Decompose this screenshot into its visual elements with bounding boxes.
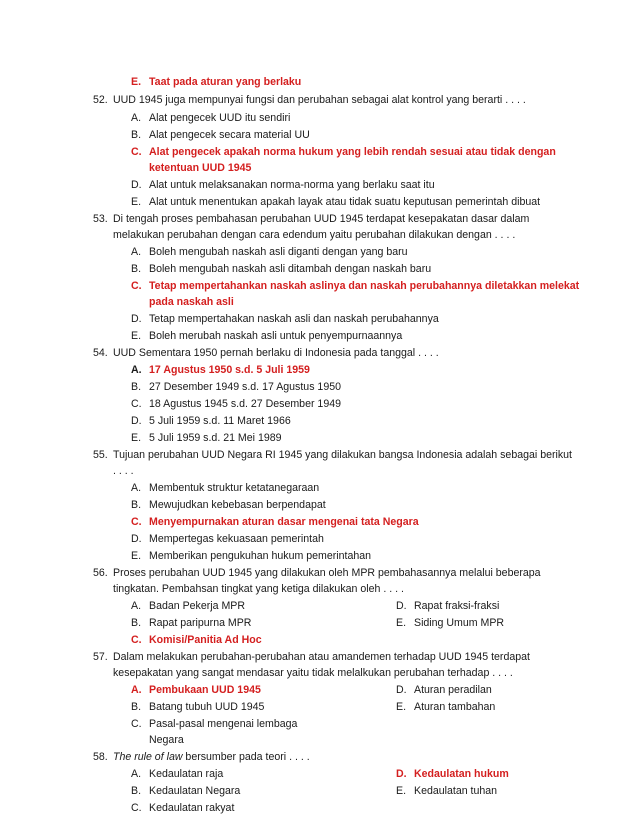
question-number: 57.: [93, 651, 108, 663]
question-text-cont: kesepakatan yang sangat mendasar yaitu tidak melalkukan perubahan terhadap . . . .: [113, 667, 513, 679]
question-number: 54.: [93, 347, 108, 359]
answer-option-text: Menyempurnakan aturan dasar mengenai tata Negara: [149, 516, 419, 528]
question-text: Dalam melakukan perubahan-perubahan atau amandemen terhadap UUD 1945 terdapat: [113, 651, 530, 663]
option-text: 18 Agustus 1945 s.d. 27 Desember 1949: [149, 398, 341, 410]
option-label: E.: [131, 76, 142, 88]
question-text-cont: melakukan perubahan dengan cara edendum yaitu perubahan dilakukan dengan . . . .: [113, 229, 516, 241]
option-text: Batang tubuh UUD 1945: [149, 701, 265, 713]
option-label: D.: [131, 313, 142, 325]
option-text: Alat pengecek secara material UU: [149, 129, 310, 141]
option-text: 5 Juli 1959 s.d. 11 Maret 1966: [149, 415, 291, 427]
option-label: C.: [131, 516, 142, 528]
option-text: Kedaulatan Negara: [149, 785, 241, 797]
option-text: Boleh merubah naskah asli untuk penyempurnaannya: [149, 330, 403, 342]
option-label: E.: [131, 550, 142, 562]
option-text: Boleh mengubah naskah asli ditambah dengan naskah baru: [149, 263, 432, 275]
option-label: C.: [131, 280, 142, 292]
option-text: Alat untuk menentukan apakah layak atau tidak suatu keputusan pemerintah dibuat: [149, 196, 541, 208]
answer-option-text: Taat pada aturan yang berlaku: [149, 76, 302, 88]
option-text: Badan Pekerja MPR: [149, 600, 245, 612]
option-text: Siding Umum MPR: [414, 617, 505, 629]
option-text: Alat untuk melaksanakan norma-norma yang berlaku saat itu: [149, 179, 435, 191]
option-label: D.: [396, 600, 407, 612]
question-text: [113, 750, 310, 764]
option-label: A.: [131, 600, 142, 612]
option-label: E.: [131, 196, 142, 208]
answer-option-text: Kedaulatan hukum: [414, 768, 509, 780]
question-text-cont: . . . .: [113, 465, 134, 477]
option-label: A.: [131, 112, 142, 124]
answer-option-text: Komisi/Panitia Ad Hoc: [149, 634, 262, 646]
question-text: UUD 1945 juga mempunyai fungsi dan perubahan sebagai alat kontrol yang berarti . . . .: [113, 94, 526, 106]
option-text: Mempertegas kekuasaan pemerintah: [149, 533, 324, 545]
option-text: Kedaulatan raja: [149, 768, 224, 780]
option-text: Aturan tambahan: [414, 701, 496, 713]
answer-option-text-cont: pada naskah asli: [149, 296, 234, 308]
question-text-cont: tingkatan. Pembahsan tingkat yang ketiga dilakukan oleh . . . .: [113, 583, 404, 595]
option-text: Rapat fraksi-fraksi: [414, 600, 500, 612]
option-text: Kedaulatan tuhan: [414, 785, 498, 797]
answer-option-text: Pembukaan UUD 1945: [149, 684, 261, 696]
option-label: B.: [131, 701, 142, 713]
question-number: 58.: [93, 751, 108, 763]
question-text: Di tengah proses pembahasan perubahan UUD 1945 terdapat kesepakatan dasar dalam: [113, 213, 530, 225]
option-label: E.: [131, 432, 142, 444]
option-label: D.: [396, 768, 407, 780]
option-label: B.: [131, 129, 142, 141]
option-text: Mewujudkan kebebasan berpendapat: [149, 499, 326, 511]
question-text-italic: The rule of law: [113, 751, 183, 763]
option-label: A.: [131, 768, 142, 780]
option-label: E.: [396, 701, 407, 713]
option-text: Pasal-pasal mengenai lembaga: [149, 718, 298, 730]
option-text: 27 Desember 1949 s.d. 17 Agustus 1950: [149, 381, 341, 393]
option-label: B.: [131, 263, 142, 275]
option-text: Kedaulatan rakyat: [149, 802, 235, 814]
option-text: Rapat paripurna MPR: [149, 617, 252, 629]
answer-option-text: 17 Agustus 1950 s.d. 5 Juli 1959: [149, 364, 310, 376]
question-number: 55.: [93, 449, 108, 461]
option-label: E.: [396, 617, 407, 629]
question-text: Proses perubahan UUD 1945 yang dilakukan oleh MPR pembahasannya melalui beberapa: [113, 567, 541, 579]
option-label: C.: [131, 634, 142, 646]
option-label: A.: [131, 364, 142, 376]
option-text: Boleh mengubah naskah asli diganti dengan yang baru: [149, 246, 408, 258]
option-label: B.: [131, 617, 142, 629]
question-number: 56.: [93, 567, 108, 579]
answer-option-text: Tetap mempertahankan naskah aslinya dan naskah perubahannya diletakkan melekat: [149, 280, 580, 292]
answer-option-text-cont: ketentuan UUD 1945: [149, 162, 252, 174]
option-label: A.: [131, 482, 142, 494]
option-text: 5 Juli 1959 s.d. 21 Mei 1989: [149, 432, 282, 444]
option-label: C.: [131, 802, 142, 814]
option-text: Memberikan pengukuhan hukum pemerintahan: [149, 550, 372, 562]
option-text-cont: Negara: [149, 734, 184, 746]
option-label: C.: [131, 398, 142, 410]
option-text: Tetap mempertahakan naskah asli dan naskah perubahannya: [149, 313, 439, 325]
option-text: Alat pengecek UUD itu sendiri: [149, 112, 291, 124]
question-text: Tujuan perubahan UUD Negara RI 1945 yang dilakukan bangsa Indonesia adalah sebagai berikut: [113, 449, 572, 461]
option-label: A.: [131, 684, 142, 696]
option-label: D.: [396, 684, 407, 696]
option-label: A.: [131, 246, 142, 258]
option-label: B.: [131, 785, 142, 797]
option-label: D.: [131, 179, 142, 191]
option-label: B.: [131, 381, 142, 393]
option-label: C.: [131, 718, 142, 730]
option-label: D.: [131, 415, 142, 427]
question-text: UUD Sementara 1950 pernah berlaku di Indonesia pada tanggal . . . .: [113, 347, 439, 359]
question-number: 52.: [93, 94, 108, 106]
option-text: Membentuk struktur ketatanegaraan: [149, 482, 320, 494]
option-label: B.: [131, 499, 142, 511]
option-label: E.: [131, 330, 142, 342]
option-text: Aturan peradilan: [414, 684, 492, 696]
question-text-rest: bersumber pada teori . . . .: [182, 751, 310, 763]
option-label: C.: [131, 146, 142, 158]
question-number: 53.: [93, 213, 108, 225]
option-label: D.: [131, 533, 142, 545]
option-label: E.: [396, 785, 407, 797]
answer-option-text: Alat pengecek apakah norma hukum yang lebih rendah sesuai atau tidak dengan: [149, 146, 556, 158]
